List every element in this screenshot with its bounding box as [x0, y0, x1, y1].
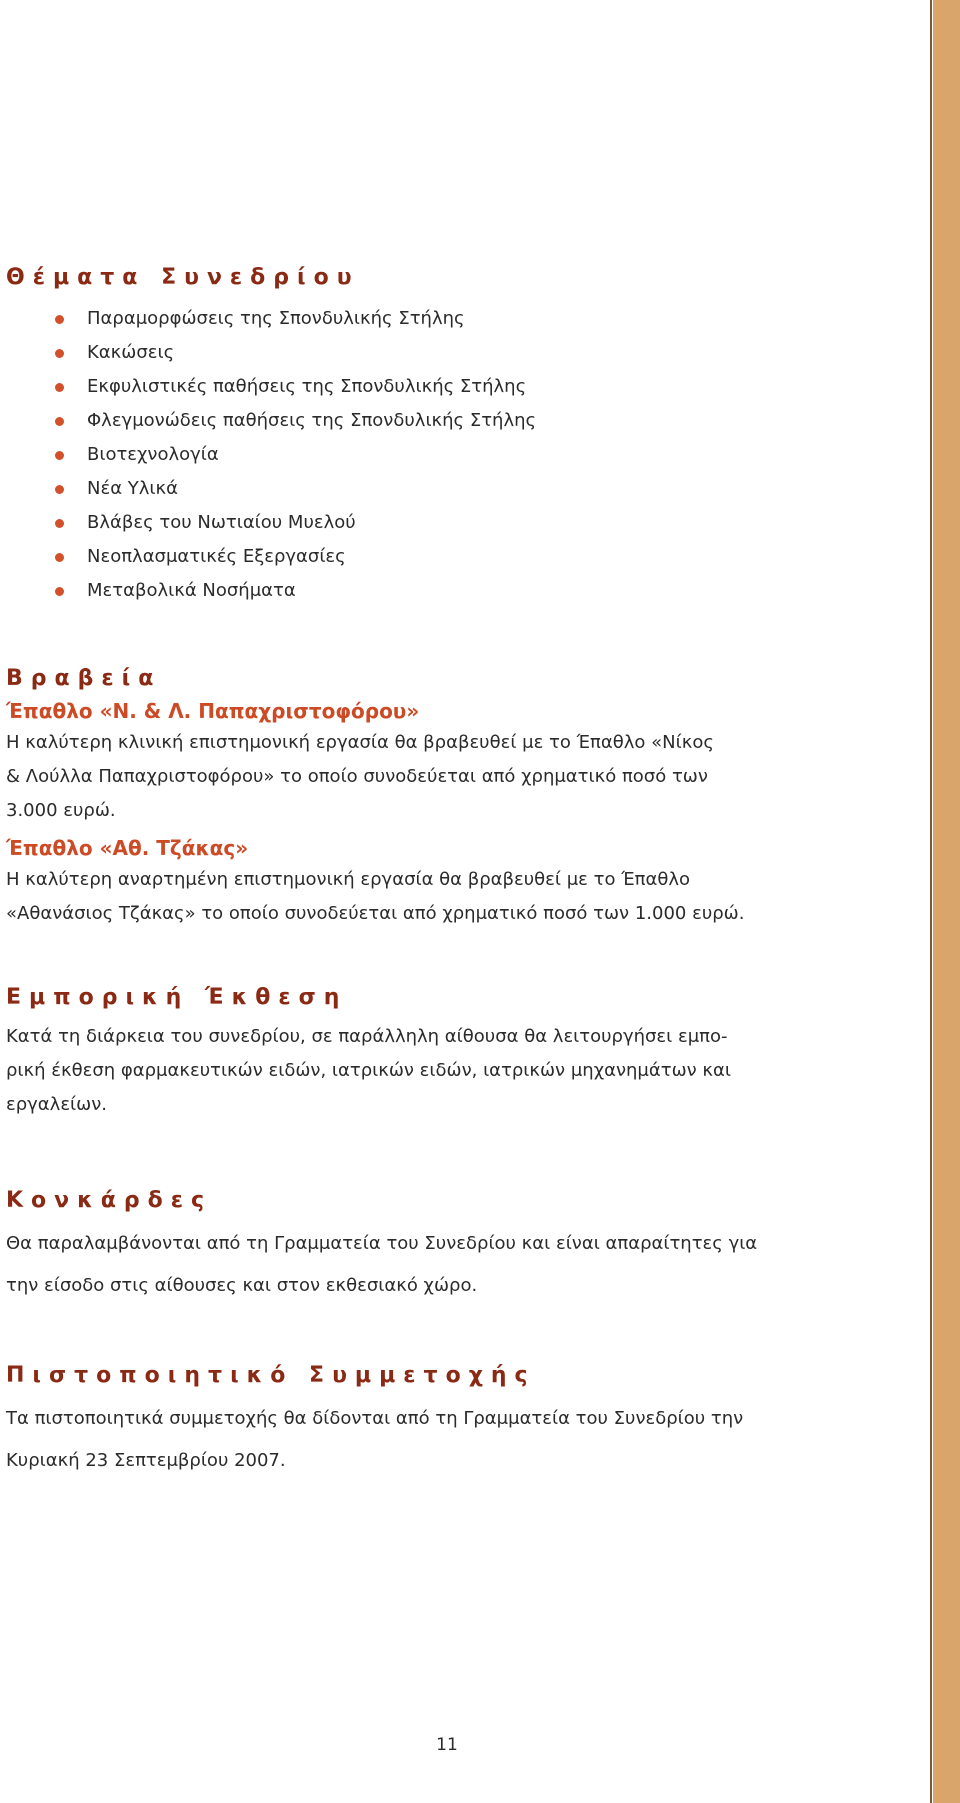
- certificate-text: Τα πιστοποιητικά συμμετοχής θα δίδονται από τη Γραμματεία του Συνεδρίου την Κυριακή 23 Σεπτεμβρίου 2007.: [6, 1408, 744, 1471]
- award-2-title: Έπαθλο «Αθ. Τζάκας»: [6, 836, 249, 860]
- award-2-text: Η καλύτερη αναρτημένη επιστημονική εργασία θα βραβευθεί με το Έπαθλο «Αθανάσιος Τζάκας» το οποίο συνοδεύεται από χρηματικό ποσό των 1.000 ευρώ.: [6, 869, 745, 924]
- section-exhibition: [6, 985, 766, 1122]
- bullet-icon: [55, 451, 64, 460]
- bullet-icon: [55, 383, 64, 392]
- section-heading-awards: Βραβεία: [6, 666, 162, 691]
- page-number: 11: [436, 1735, 458, 1755]
- award-2: [6, 836, 766, 931]
- section-heading-topics: Θέματα Συνεδρίου: [6, 265, 360, 290]
- award-1-text: Η καλύτερη κλινική επιστημονική εργασία θα βραβευθεί με το Έπαθλο «Νίκος & Λούλλα Παπαχριστοφόρου» το οποίο συνοδεύεται από χρηματικό ποσό των 3.000 ευρώ.: [6, 732, 714, 821]
- section-awards: [6, 666, 766, 931]
- list-item: Φλεγμονώδεις παθήσεις της Σπονδυλικής Στήλης: [6, 404, 766, 438]
- bullet-icon: [55, 417, 64, 426]
- list-item: Νέα Υλικά: [6, 472, 766, 506]
- list-item: Μεταβολικά Νοσήματα: [6, 574, 766, 608]
- bullet-icon: [55, 519, 64, 528]
- bullet-icon: [55, 349, 64, 358]
- section-heading-badges: Κονκάρδες: [6, 1188, 213, 1213]
- section-badges: [6, 1188, 766, 1307]
- award-1-title: Έπαθλο «Ν. & Λ. Παπαχριστοφόρου»: [6, 699, 420, 723]
- badges-text: Θα παραλαμβάνονται από τη Γραμματεία του Συνεδρίου και είναι απαραίτητες για την είσοδο στις αίθουσες και στον εκθεσιακό χώρο.: [6, 1233, 758, 1296]
- list-item: Νεοπλασματικές Εξεργασίες: [6, 540, 766, 574]
- list-item: Βλάβες του Νωτιαίου Μυελού: [6, 506, 766, 540]
- list-item: Κακώσεις: [6, 336, 766, 370]
- list-item: Παραμορφώσεις της Σπονδυλικής Στήλης: [6, 302, 766, 336]
- page-edge-band: [933, 0, 960, 1803]
- bullet-icon: [55, 315, 64, 324]
- list-item: Βιοτεχνολογία: [6, 438, 766, 472]
- topics-list: [6, 302, 766, 608]
- section-certificate: [6, 1363, 766, 1482]
- exhibition-text: Κατά τη διάρκεια του συνεδρίου, σε παράλληλη αίθουσα θα λειτουργήσει εμπο- ρική έκθεση φαρμακευτικών ειδών, ιατρικών ειδών, ιατρικών μηχανημάτων και εργαλείων.: [6, 1026, 731, 1115]
- section-topics: [6, 265, 766, 608]
- bullet-icon: [55, 587, 64, 596]
- award-1: [6, 699, 766, 828]
- section-heading-exhibition: Εμπορική Έκθεση: [6, 985, 348, 1010]
- section-heading-certificate: Πιστοποιητικό Συμμετοχής: [6, 1363, 536, 1388]
- page-content: [6, 265, 766, 1482]
- list-item: Εκφυλιστικές παθήσεις της Σπονδυλικής Στήλης: [6, 370, 766, 404]
- page-edge-line: [930, 0, 932, 1803]
- bullet-icon: [55, 485, 64, 494]
- bullet-icon: [55, 553, 64, 562]
